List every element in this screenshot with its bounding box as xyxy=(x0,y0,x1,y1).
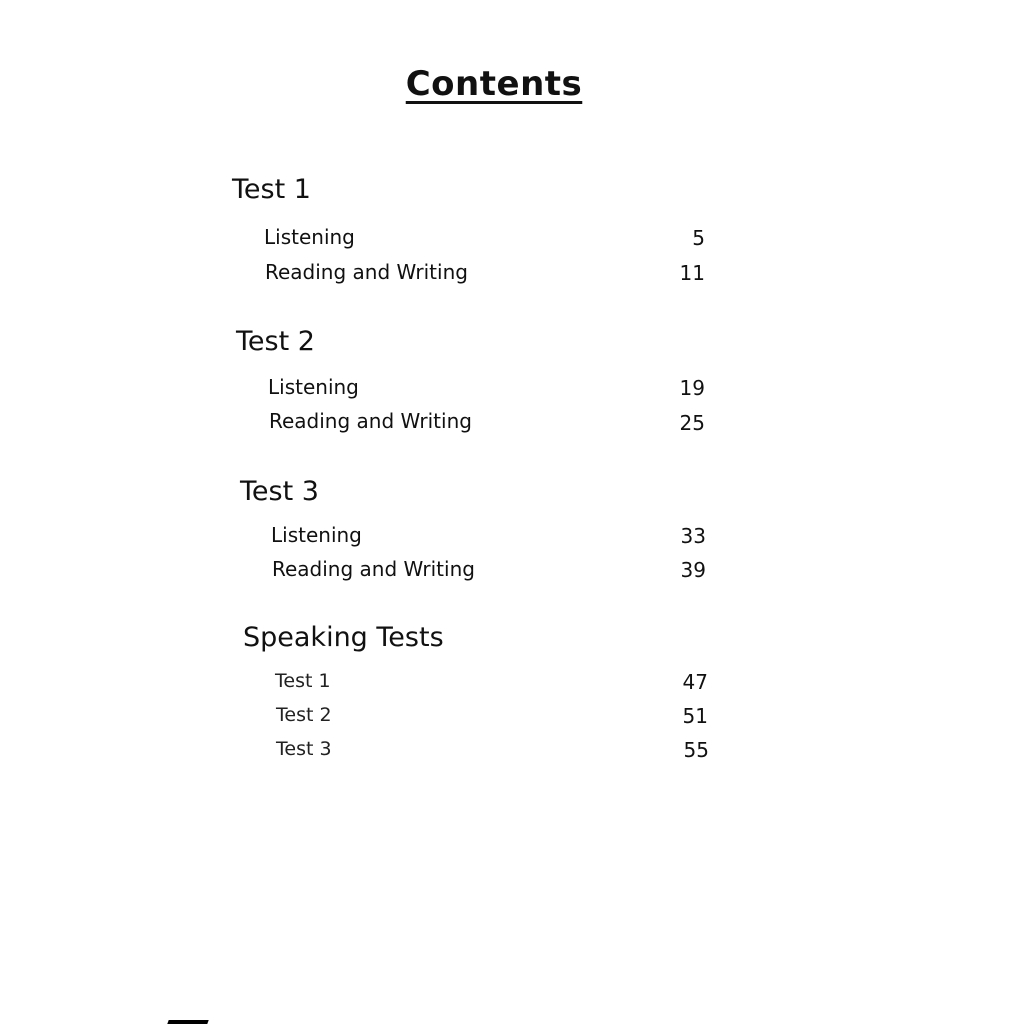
entry-label: Reading and Writing xyxy=(269,409,472,433)
entry-label: Reading and Writing xyxy=(265,260,468,284)
section-heading-test-2: Test 2 xyxy=(236,326,315,357)
entry-page: 5 xyxy=(692,226,705,250)
entry-label: Test 1 xyxy=(275,670,331,692)
entry-page: 51 xyxy=(682,704,708,728)
entry-label: Reading and Writing xyxy=(272,557,475,581)
entry-page: 19 xyxy=(679,376,705,400)
entry-page: 33 xyxy=(680,524,706,548)
entry-label: Listening xyxy=(264,225,355,249)
section-heading-test-3: Test 3 xyxy=(240,476,319,507)
entry-label: Listening xyxy=(271,523,362,547)
entry-label: Test 2 xyxy=(276,704,332,726)
entry-page: 55 xyxy=(683,738,709,762)
entry-label: Listening xyxy=(268,375,359,399)
entry-page: 47 xyxy=(682,670,708,694)
entry-page: 39 xyxy=(680,558,706,582)
section-heading-speaking-tests: Speaking Tests xyxy=(243,622,444,653)
entry-label: Test 3 xyxy=(276,738,332,760)
section-heading-test-1: Test 1 xyxy=(232,174,311,205)
page-title xyxy=(0,64,988,104)
entry-page: 25 xyxy=(679,411,705,435)
title-text: Contents xyxy=(405,64,583,104)
entry-page: 11 xyxy=(679,261,705,285)
scan-edge-mark xyxy=(167,1020,208,1024)
